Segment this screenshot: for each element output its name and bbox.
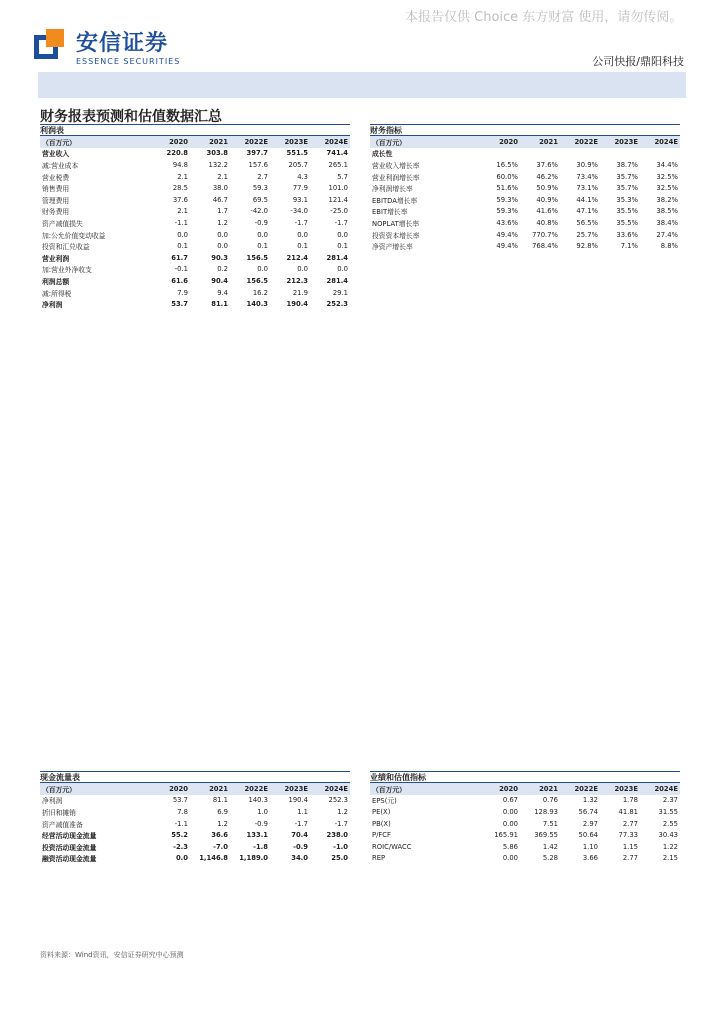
year-header: 2023E [284,137,308,146]
table-cell: 0.76 [542,796,558,805]
table-cell: 140.3 [248,796,268,805]
table-cell: 0.0 [337,265,348,274]
table-cell: 30.43 [658,831,678,840]
table-cell: 165.91 [494,831,518,840]
table-cell: 90.3 [211,253,228,262]
table-cell: 369.55 [534,831,558,840]
table-cell: 768.4% [532,242,558,251]
table-cell: 55.2 [171,831,188,840]
table-cell: 0.0 [337,230,348,239]
table-cell: 77.33 [618,831,638,840]
table-row [40,252,350,264]
table-cell: -1.7 [294,819,308,828]
table-cell: 2.77 [622,819,638,828]
table-cell: 92.8% [576,242,598,251]
table-row [370,841,680,853]
table-cell: 94.8 [172,160,188,169]
table-cell: 30.9% [576,160,598,169]
table-cell: 2.15 [662,854,678,863]
table-row [370,795,680,807]
table-cell: -1.8 [253,842,268,851]
table-cell: 61.7 [171,253,188,262]
table-cell: 7.1% [620,242,638,251]
row-label: 营业利润 [42,254,70,263]
table-cell: 252.3 [326,300,348,309]
table-cell: 0.1 [257,242,268,251]
source-note: 资料来源：Wind资讯，安信证券研究中心预测 [40,951,184,959]
table-cell: 1.10 [582,842,598,851]
valuation-panel [370,771,680,864]
row-label: EBITDA增长率 [372,196,418,205]
table-cell: 2.1 [177,207,188,216]
table-row [40,148,350,160]
year-header: 2020 [499,137,518,146]
table-row [40,275,350,287]
table-cell: -1.0 [333,842,348,851]
year-header: 2022E [244,784,268,793]
table-cell: 1.7 [217,207,228,216]
table-row [40,206,350,218]
table-cell: 1,189.0 [239,854,268,863]
row-label: P/FCF [372,831,391,840]
table-cell: 1.2 [217,218,228,227]
table-row [370,829,680,841]
row-label: EBIT增长率 [372,208,408,217]
table-cell: -0.9 [254,218,268,227]
table-cell: 0.0 [297,265,308,274]
table-cell: 2.37 [662,796,678,805]
table-cell: 281.4 [326,253,348,262]
table-cell: 37.6% [536,160,558,169]
table-cell: 770.7% [532,230,558,239]
table-cell: 38.2% [656,195,678,204]
row-label: ROIC/WACC [372,842,412,851]
table-row [40,264,350,276]
table-row [40,841,350,853]
table-cell: 0.0 [257,230,268,239]
table-cell: 34.0 [291,854,308,863]
year-header: 2023E [614,137,638,146]
unit-label: （百万元） [372,785,406,794]
table-cell: 212.4 [286,253,308,262]
unit-label: （百万元） [42,138,76,147]
table-cell: -34.0 [290,207,308,216]
table-cell: 90.4 [211,276,228,285]
table-row [370,148,680,160]
row-label: PB(X) [372,819,391,828]
table-cell: 6.9 [217,807,228,816]
table-cell: 397.7 [246,149,268,158]
table-row [40,182,350,194]
table-cell: 73.1% [576,184,598,193]
table-cell: 70.4 [291,831,308,840]
table-row [370,806,680,818]
table-row [370,159,680,171]
table-cell: 25.0 [331,854,348,863]
table-cell: 0.0 [177,230,188,239]
table-cell: 128.93 [534,807,558,816]
table-cell: 38.4% [656,218,678,227]
logo-icon [34,29,68,63]
year-header: 2021 [209,137,228,146]
table-cell: 34.4% [656,160,678,169]
row-label: 净利润 [42,797,63,806]
table-cell: 21.9 [292,288,308,297]
table-cell: -0.1 [174,265,188,274]
year-header: 2021 [539,784,558,793]
table-cell: 81.1 [212,796,228,805]
table-cell: 0.0 [217,230,228,239]
table-cell: -1.7 [334,218,348,227]
table-cell: 59.3% [496,207,518,216]
table-cell: 77.9 [292,184,308,193]
row-label: 净资产增长率 [372,243,413,252]
table-row [370,217,680,229]
table-cell: 0.00 [502,819,518,828]
table-cell: 1.42 [542,842,558,851]
year-header: 2022E [244,137,268,146]
table-cell: 53.7 [172,796,188,805]
watermark: 本报告仅供 Choice 东方财富 使用，请勿传阅。 [405,10,683,25]
table-cell: 40.8% [536,218,558,227]
table-cell: 7.8 [177,807,188,816]
table-cell: 1.15 [622,842,638,851]
row-label: 折旧和摊销 [42,808,76,817]
row-label: 融资活动现金流量 [42,855,97,864]
table-cell: 157.6 [248,160,268,169]
table-cell: 0.1 [177,242,188,251]
table-cell: 0.2 [217,265,228,274]
table-cell: -0.9 [293,842,308,851]
table-cell: 38.0 [212,184,228,193]
table-cell: 47.1% [576,207,598,216]
table-row [370,853,680,865]
table-cell: 46.7 [212,195,228,204]
row-label: 利润总额 [42,277,70,286]
row-label: 营业收入 [42,150,70,159]
table-cell: 35.7% [616,184,638,193]
year-header: 2022E [574,137,598,146]
table-cell: 7.9 [177,288,188,297]
table-row [370,818,680,830]
row-label: 减:营业成本 [42,161,79,170]
row-label: 加:公允价值变动收益 [42,231,106,240]
year-header: 2023E [614,784,638,793]
year-header: 2024E [654,784,678,793]
table-row [40,240,350,252]
header-row [40,136,350,148]
table-row [40,229,350,241]
table-cell: 32.5% [656,172,678,181]
row-label: 投资活动现金流量 [42,843,97,852]
table-cell: 7.51 [542,819,558,828]
table-cell: -1.7 [294,218,308,227]
table-cell: 28.5 [172,184,188,193]
table-cell: 0.1 [337,242,348,251]
table-cell: -1.1 [174,819,188,828]
table-cell: 25.7% [576,230,598,239]
cashflow-panel [40,771,350,864]
table-cell: 46.2% [536,172,558,181]
table-row [40,159,350,171]
table-cell: 1.78 [622,796,638,805]
table-cell: 190.4 [286,300,308,309]
row-label: 经营活动现金流量 [42,832,97,841]
table-row [370,194,680,206]
table-cell: 61.6 [171,276,188,285]
table-cell: 8.8% [660,242,678,251]
table-cell: 40.9% [536,195,558,204]
row-label: 营业收入增长率 [372,161,420,170]
table-cell: 0.0 [257,265,268,274]
table-cell: 190.4 [288,796,308,805]
report-type: 公司快报/鼎阳科技 [592,55,684,68]
table-cell: 2.97 [582,819,598,828]
year-header: 2021 [209,784,228,793]
table-row [370,182,680,194]
table-cell: 35.7% [616,172,638,181]
table-cell: 281.4 [326,276,348,285]
year-header: 2024E [324,137,348,146]
table-cell: 156.5 [246,276,268,285]
row-label: EPS(元) [372,797,397,806]
table-cell: -25.0 [330,207,348,216]
row-label: 营业税费 [42,173,70,182]
table-row [40,853,350,865]
table-cell: 0.67 [502,796,518,805]
table-cell: 220.8 [166,149,188,158]
table-cell: 303.8 [206,149,228,158]
table-cell: 49.4% [496,242,518,251]
table-cell: -42.0 [250,207,268,216]
row-label: 净利润增长率 [372,185,413,194]
table-cell: 1.22 [662,842,678,851]
table-cell: 51.6% [496,184,518,193]
row-label: 营业利润增长率 [372,173,420,182]
table-row [40,829,350,841]
table-row [370,229,680,241]
table-cell: 132.2 [208,160,228,169]
table-cell: 41.81 [618,807,638,816]
table-cell: 60.0% [496,172,518,181]
row-label: 净利润 [42,301,63,310]
table-cell: 1.2 [337,807,348,816]
table-cell: -7.0 [213,842,228,851]
table-row [370,240,680,252]
table-cell: 37.6 [172,195,188,204]
table-row [370,171,680,183]
table-cell: 140.3 [246,300,268,309]
table-cell: 35.5% [616,218,638,227]
header-row [40,783,350,795]
table-cell: -1.7 [334,819,348,828]
table-cell: 3.66 [582,854,598,863]
table-row [40,217,350,229]
row-label: 投资和汇兑收益 [42,243,90,252]
table-row [370,206,680,218]
table-cell: 31.55 [658,807,678,816]
table-cell: 1.2 [217,819,228,828]
table-cell: 101.0 [328,184,348,193]
table-cell: -1.1 [174,218,188,227]
table-cell: 2.7 [257,172,268,181]
table-cell: 0.0 [217,242,228,251]
section-title: 业绩和估值指标 [370,771,680,783]
table-cell: 0.00 [502,854,518,863]
table-cell: 81.1 [211,300,228,309]
row-label: 资产减值准备 [42,820,83,829]
table-cell: 35.5% [616,207,638,216]
ratio-panel [370,124,680,252]
table-cell: 1.32 [582,796,598,805]
year-header: 2021 [539,137,558,146]
header-row [370,136,680,148]
table-cell: 38.5% [656,207,678,216]
table-cell: -0.9 [254,819,268,828]
table-cell: 43.6% [496,218,518,227]
table-cell: 1.0 [257,807,268,816]
year-header: 2020 [169,137,188,146]
row-label: 销售费用 [42,185,70,194]
table-cell: 53.7 [171,300,188,309]
table-cell: 212.3 [286,276,308,285]
table-cell: 44.1% [576,195,598,204]
table-cell: 2.55 [662,819,678,828]
year-header: 2024E [324,784,348,793]
table-cell: 121.4 [328,195,348,204]
year-header: 2022E [574,784,598,793]
brand-logo [34,26,180,66]
table-cell: 5.28 [542,854,558,863]
year-header: 2020 [499,784,518,793]
table-cell: 38.7% [616,160,638,169]
row-label: 加:营业外净收支 [42,266,92,275]
table-cell: 1.1 [297,807,308,816]
unit-label: （百万元） [42,785,76,794]
page-title: 财务报表预测和估值数据汇总 [40,109,222,125]
header-band [38,72,686,98]
income-panel [40,124,350,310]
row-label: 资产减值损失 [42,219,83,228]
table-row [40,287,350,299]
row-label: 减:所得税 [42,289,72,298]
table-cell: 50.9% [536,184,558,193]
table-cell: 35.3% [616,195,638,204]
row-label: 投资资本增长率 [372,231,420,240]
table-cell: 27.4% [656,230,678,239]
table-cell: 32.5% [656,184,678,193]
table-cell: 156.5 [246,253,268,262]
table-cell: 56.74 [578,807,598,816]
table-cell: 2.1 [217,172,228,181]
table-cell: 0.0 [175,854,188,863]
row-label: NOPLAT增长率 [372,219,420,228]
table-cell: 238.0 [326,831,348,840]
table-cell: 93.1 [292,195,308,204]
year-header: 2020 [169,784,188,793]
table-cell: 133.1 [246,831,268,840]
table-cell: 9.4 [217,288,228,297]
table-cell: 0.0 [297,230,308,239]
table-row [40,818,350,830]
table-cell: 265.1 [328,160,348,169]
row-label: PE(X) [372,807,391,816]
table-cell: 29.1 [332,288,348,297]
table-cell: 69.5 [252,195,268,204]
table-cell: 5.86 [502,842,518,851]
section-title: 利润表 [40,124,350,136]
table-row [40,298,350,310]
table-cell: 4.3 [297,172,308,181]
table-cell: 56.5% [576,218,598,227]
table-cell: 41.6% [536,207,558,216]
table-row [40,806,350,818]
table-cell: 36.6 [211,831,228,840]
row-label: 管理费用 [42,196,70,205]
row-label: 成长性 [372,150,393,159]
year-header: 2023E [284,784,308,793]
table-cell: 33.6% [616,230,638,239]
table-cell: 73.4% [576,172,598,181]
table-cell: 59.3% [496,195,518,204]
table-cell: 741.4 [326,149,348,158]
table-cell: 2.77 [622,854,638,863]
table-cell: 16.2 [252,288,268,297]
unit-label: （百万元） [372,138,406,147]
row-label: REP [372,854,386,863]
year-header: 2024E [654,137,678,146]
table-cell: 59.3 [252,184,268,193]
row-label: 财务费用 [42,208,70,217]
section-title: 财务指标 [370,124,680,136]
table-cell: 0.1 [297,242,308,251]
table-cell: 2.1 [177,172,188,181]
table-cell: 551.5 [286,149,308,158]
brand-en: ESSENCE SECURITIES [76,57,181,66]
table-cell: 49.4% [496,230,518,239]
table-row [40,171,350,183]
table-cell: 1,146.8 [199,854,228,863]
table-cell: 0.00 [502,807,518,816]
table-cell: -2.3 [173,842,188,851]
table-cell: 205.7 [288,160,308,169]
header-row [370,783,680,795]
table-cell: 50.64 [578,831,598,840]
table-row [40,194,350,206]
table-cell: 5.7 [337,172,348,181]
table-row [40,795,350,807]
table-cell: 252.3 [328,796,348,805]
brand-name: 安信证券 [76,31,169,56]
section-title: 现金流量表 [40,771,350,783]
table-cell: 16.5% [496,160,518,169]
